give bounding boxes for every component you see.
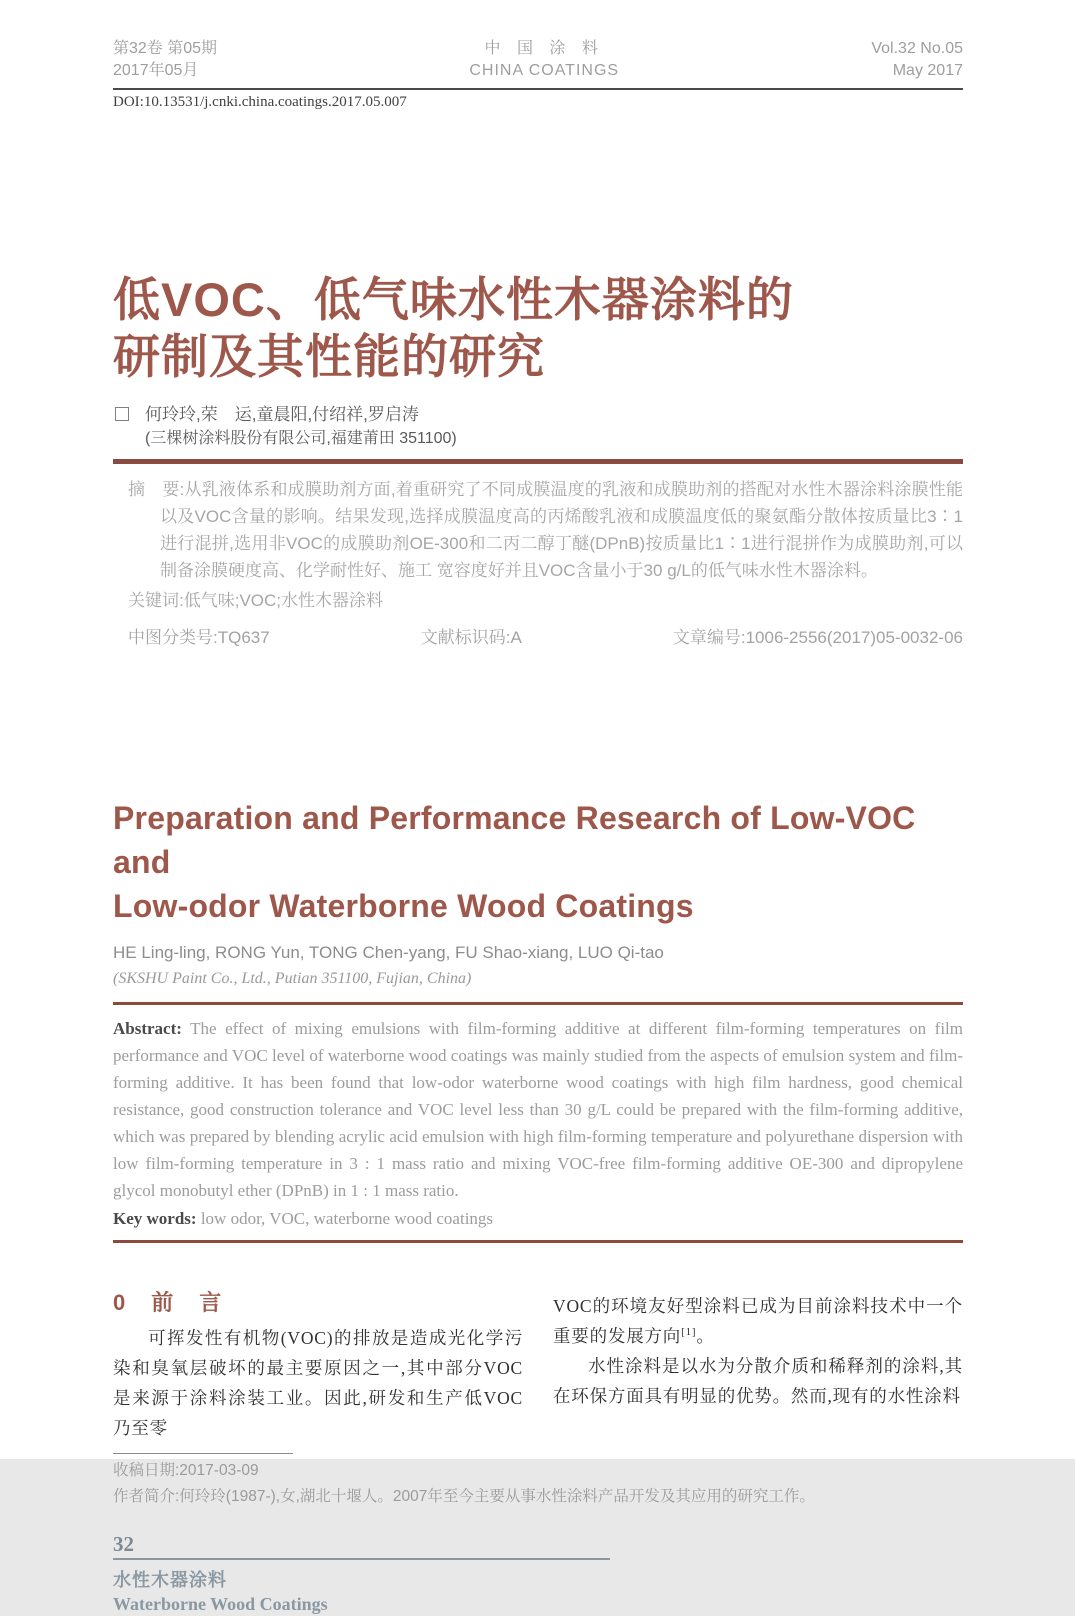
meta-row <box>128 626 963 650</box>
article-title-cn-line1: 低VOC、低气味水性木器涂料的 <box>113 273 794 326</box>
intro-right-p1-text: VOC的环境友好型涂料已成为目前涂料技术中一个重要的发展方向 <box>553 1296 963 1346</box>
citation-ref-1: [1] <box>681 1326 697 1339</box>
divider-rule-en-bottom <box>113 1240 963 1243</box>
clc-number: 中图分类号:TQ637 <box>128 628 270 647</box>
abstract-cn-text: 从乳液体系和成膜助剂方面,着重研究了不同成膜温度的乳液和成膜助剂的搭配对水性木器涂料涂膜性能以及VOC含量的影响。结果发现,选择成膜温度高的丙烯酸乳液和成膜温度低的聚氨酯分散体按质量比3∶1进行混拼,选用非VOC的成膜助剂OE-300和二丙二醇丁醚(DPnB)按质量比1∶1进行混拼作为成膜助剂,可以制备涂膜硬度高、化学耐性好、施工 宽容度好并且VOC含量小于30 g/L的低气味水性木器涂料。 <box>160 480 963 580</box>
body-column-right <box>553 1289 963 1443</box>
footer-column-en: Waterborne Wood Coatings <box>113 1594 328 1614</box>
footer-column-cn: 水性木器涂料 <box>113 1570 227 1590</box>
abstract-cn <box>128 476 963 584</box>
header-volume-en: Vol.32 No.05 <box>871 40 963 57</box>
authors-cn: 何玲玲,荣 运,童晨阳,付绍祥,罗启涛 <box>145 405 419 424</box>
header-date-cn: 2017年05月 <box>113 62 199 79</box>
authors-cn-row <box>113 403 963 427</box>
body-columns <box>113 1289 963 1443</box>
footer-rule <box>113 1558 610 1560</box>
divider-rule-en-top <box>113 1002 963 1005</box>
author-marker-icon <box>115 407 129 421</box>
intro-right-p1-end: 。 <box>696 1326 715 1346</box>
article-title-cn-line2: 研制及其性能的研究 <box>113 330 545 383</box>
article-title-en-line1: Preparation and Performance Research of Low-VOC and <box>113 800 916 880</box>
abstract-en-text: The effect of mixing emulsions with film-forming additive at different film-forming temperatures on film performance and VOC level of waterborne wood coatings was mainly studied from the aspects of emulsion system and film-forming additive. It has been found that low-odor waterborne wood coatings with high film hardness, good chemical resistance, good construction tolerance and VOC level less than 30 g/L could be prepared with the film-forming additive, which was prepared by blending acrylic acid emulsion with high film-forming temperature and polyurethane dispersion with low film-forming temperature in 3 : 1 mass ratio and mixing VOC-free film-forming additive OE-300 and dipropylene glycol monobutyl ether (DPnB) in 1 : 1 mass ratio. <box>113 1019 963 1200</box>
journal-name-en: CHINA COATINGS <box>469 62 620 79</box>
page-number: 32 <box>113 1532 134 1556</box>
author-bio: 作者简介:何玲玲(1987-),女,湖北十堰人。2007年至今主要从事水性涂料产品开发及其应用的研究工作。 <box>113 1488 815 1505</box>
footnote-divider <box>113 1453 293 1454</box>
authors-en: HE Ling-ling, RONG Yun, TONG Chen-yang, FU Shao-xiang, LUO Qi-tao <box>113 943 664 962</box>
document-code: 文献标识码:A <box>420 628 522 647</box>
article-title-en-line2: Low-odor Waterborne Wood Coatings <box>113 888 694 924</box>
received-date: 收稿日期:2017-03-09 <box>113 1462 259 1479</box>
journal-header <box>113 38 963 90</box>
article-id: 文章编号:1006-2556(2017)05-0032-06 <box>672 628 963 647</box>
intro-right-paragraph-2: 水性涂料是以水为分散介质和稀释剂的涂料,其在环保方面具有明显的优势。然而,现有的水性涂料 <box>553 1356 963 1406</box>
header-journal-block <box>469 38 619 82</box>
body-column-left <box>113 1289 523 1443</box>
abstract-en-label: Abstract: <box>113 1019 182 1038</box>
intro-right-paragraph-1 <box>553 1291 963 1351</box>
page-footer <box>113 1532 963 1616</box>
header-issue-cn: 第32卷 第05期 <box>113 40 218 57</box>
divider-rule-top <box>113 459 963 464</box>
affiliation-cn: (三棵树涂料股份有限公司,福建莆田 351100) <box>145 430 457 447</box>
keywords-en-label: Key words: <box>113 1209 197 1228</box>
header-date-en: May 2017 <box>892 62 963 79</box>
section-heading <box>113 1289 523 1317</box>
article-title-cn <box>113 271 963 385</box>
header-volume-block <box>871 38 963 82</box>
abstract-en <box>113 1015 963 1204</box>
article-title-en <box>113 796 963 928</box>
keywords-en-text: low odor, VOC, waterborne wood coatings <box>196 1209 494 1228</box>
affiliation-en: (SKSHU Paint Co., Ltd., Putian 351100, Fujian, China) <box>113 970 472 987</box>
keywords-cn: 关键词:低气味;VOC;水性木器涂料 <box>128 591 384 610</box>
intro-left-paragraph: 可挥发性有机物(VOC)的排放是造成光化学污染和臭氧层破坏的最主要原因之一,其中部分VOC是来源于涂料涂装工业。因此,研发和生产低VOC乃至零 <box>113 1328 523 1438</box>
journal-name-cn: 中 国 涂 料 <box>484 40 604 57</box>
doi-line: DOI:10.13531/j.cnki.china.coatings.2017.05.007 <box>113 94 407 110</box>
section-title: 前 言 <box>151 1290 224 1315</box>
keywords-en <box>113 1205 963 1232</box>
header-issue-block <box>113 38 217 82</box>
abstract-cn-label: 摘 要: <box>128 480 185 499</box>
section-number: 0 <box>113 1290 128 1315</box>
